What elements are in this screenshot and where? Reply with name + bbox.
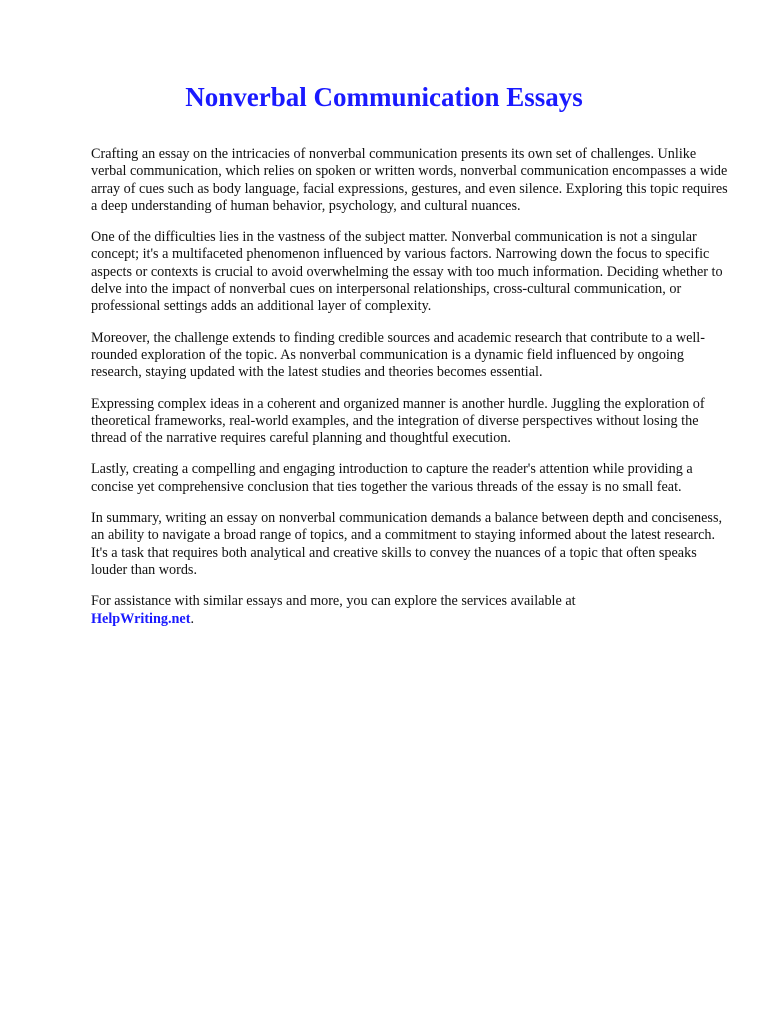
helpwriting-link[interactable]: HelpWriting.net [91,610,191,627]
paragraph-expressing: Expressing complex ideas in a coherent and organized manner is another hurdle. Juggling the exploration of theoretical frameworks, real-world examples, and the integration of diverse perspectives without losing the thread of the narrative requires careful planning and thoughtful execution. [91,395,705,447]
closing-suffix: . [190,610,194,627]
paragraph-difficulties: One of the difficulties lies in the vastness of the subject matter. Nonverbal communication is not a singular concept; it's a multifaceted phenomenon influenced by various factors. Narrowing down the focus to specific aspects or contexts is crucial to avoid overwhelming the essay with too much information. Deciding whether to delve into the impact of nonverbal cues on interpersonal relationships, cross-cultural communication, or professional settings adds an additional layer of complexity. [91,229,723,315]
paragraph-intro: Crafting an essay on the intricacies of nonverbal communication presents its own set of challenges. Unlike verbal communication, which relies on spoken or written words, nonverbal communication encompasses a wide array of cues such as body language, facial expressions, gestures, and even silence. Exploring this topic requires a deep understanding of human behavior, psychology, and cultural nuances. [91,146,728,214]
paragraph-lastly: Lastly, creating a compelling and engaging introduction to capture the reader's attention while providing a concise yet comprehensive conclusion that ties together the various threads of the essay is no small feat. [91,461,693,495]
page-title: Nonverbal Communication Essays [185,82,583,112]
paragraph-summary: In summary, writing an essay on nonverbal communication demands a balance between depth and conciseness, an ability to navigate a broad range of topics, and a commitment to staying informed about the latest research. It's a task that requires both analytical and creative skills to convey the nuances of a topic that often speaks louder than words. [91,510,723,578]
essay-body [91,146,731,628]
paragraph-sources: Moreover, the challenge extends to finding credible sources and academic research that contribute to a well-rounded exploration of the topic. As nonverbal communication is a dynamic field influenced by ongoing research, staying updated with the latest studies and theories becomes essential. [91,329,705,381]
closing-text: For assistance with similar essays and more, you can explore the services available at [91,593,576,610]
paragraph-closing [91,593,731,628]
